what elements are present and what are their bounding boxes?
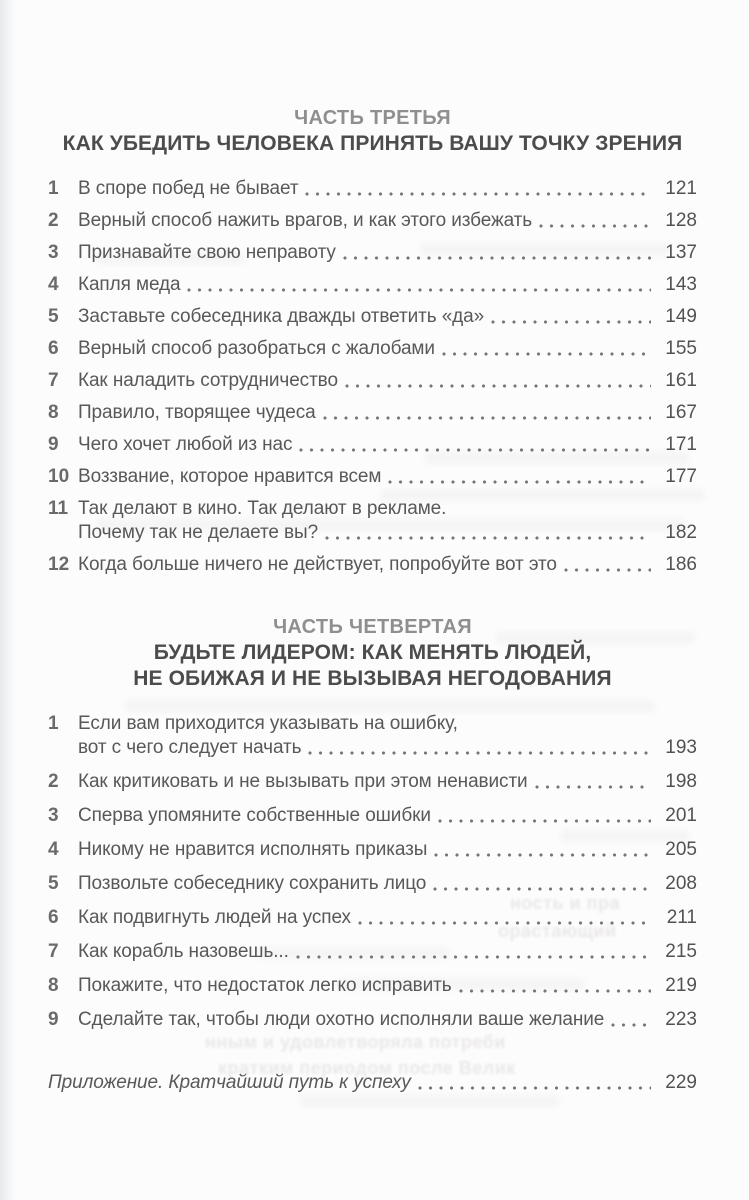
entry-page-number: 155 [665, 338, 697, 359]
entry-page-number: 219 [665, 975, 697, 996]
ghost-fragment: орастающий [498, 921, 617, 941]
dot-leader [345, 369, 651, 393]
toc-entry [48, 906, 697, 930]
entry-number: 12 [48, 554, 70, 575]
dot-leader [323, 401, 651, 425]
appendix-page-number: 229 [665, 1072, 697, 1093]
entry-page-number: 137 [665, 242, 697, 263]
entry-number: 5 [48, 306, 59, 327]
entry-page-number: 149 [665, 306, 697, 327]
entry-title: В споре побед не бывает [78, 178, 299, 199]
toc-entry [48, 712, 697, 760]
entry-title: Воззвание, которое нравится всем [78, 466, 382, 487]
toc-entry [48, 241, 697, 265]
ghost-fragment: нным и удовлетворяла потреби [205, 1032, 506, 1052]
part-label: ЧАСТЬ ТРЕТЬЯ [294, 107, 451, 129]
dot-leader [308, 736, 651, 760]
entry-page-number: 182 [665, 522, 697, 543]
toc-entry [48, 804, 697, 828]
entry-title: Так делают в кино. Так делают в рекламе. [78, 498, 447, 519]
toc-entry [48, 838, 697, 862]
toc-entry [48, 369, 697, 393]
toc-entry [48, 497, 697, 545]
entry-title: Чего хочет любой из нас [78, 434, 293, 455]
entry-title: Как критиковать и не вызывать при этом ненависти [78, 771, 528, 792]
toc-entry [48, 974, 697, 998]
entry-title: Правило, творящее чудеса [78, 402, 316, 423]
toc-entry [48, 465, 697, 489]
entry-page-number: 167 [665, 402, 697, 423]
ghost-fragment: ность и пра [510, 893, 620, 913]
dot-leader [442, 337, 651, 361]
entry-page-number: 223 [665, 1009, 697, 1030]
appendix-row [48, 1071, 697, 1095]
entry-page-number: 143 [665, 274, 697, 295]
entry-page-number: 128 [665, 210, 697, 231]
entry-number: 7 [48, 941, 59, 962]
entry-page-number: 211 [666, 907, 697, 928]
entry-title: Как подвигнуть людей на успех [78, 907, 351, 928]
dot-leader [296, 940, 651, 964]
ghost-fragment: кратким периодом после Велик [218, 1058, 516, 1078]
entry-page-number: 161 [665, 370, 697, 391]
entry-number: 3 [48, 805, 59, 826]
toc-entry [48, 1008, 697, 1032]
entry-number: 9 [48, 434, 59, 455]
entry-title: Верный способ разобраться с жалобами [78, 338, 435, 359]
section-title [48, 640, 697, 692]
entry-title: Сперва упомяните собственные ошибки [78, 805, 431, 826]
entry-page-number: 121 [665, 178, 697, 199]
toc-entry [48, 940, 697, 964]
entry-title: Признавайте свою неправоту [78, 242, 336, 263]
section-title-line: БУДЬТЕ ЛИДЕРОМ: КАК МЕНЯТЬ ЛЮДЕЙ, [153, 641, 592, 664]
dot-leader [343, 241, 651, 265]
entry-number: 3 [48, 242, 59, 263]
entry-number: 4 [48, 839, 59, 860]
dot-leader [418, 1071, 651, 1095]
toc-entry [48, 872, 697, 896]
toc-entry [48, 401, 697, 425]
toc-entry [48, 553, 697, 577]
entry-page-number: 201 [665, 805, 697, 826]
dot-leader [358, 906, 651, 930]
dot-leader [388, 465, 651, 489]
entry-page-number: 205 [665, 839, 697, 860]
section-title-line: НЕ ОБИЖАЯ И НЕ ВЫЗЫВАЯ НЕГОДОВАНИЯ [133, 667, 612, 690]
entry-page-number: 186 [665, 554, 697, 575]
appendix-label: Приложение. [48, 1072, 164, 1093]
entry-title: Капля меда [78, 274, 181, 295]
entry-title: Заставьте собеседника дважды ответить «да» [78, 306, 485, 327]
toc-entry [48, 273, 697, 297]
entry-number: 8 [48, 975, 59, 996]
section-title [48, 131, 697, 157]
toc-entry [48, 305, 697, 329]
entry-title: вот с чего следует начать [78, 737, 302, 758]
entry-page-number: 193 [665, 737, 697, 758]
entry-title: Как наладить сотрудничество [78, 370, 338, 391]
dot-leader [459, 974, 651, 998]
dot-leader [535, 770, 651, 794]
dot-leader [611, 1008, 651, 1032]
dot-leader [491, 305, 651, 329]
ghost-stripe [300, 1095, 560, 1107]
entry-title: Если вам приходится указывать на ошибку, [78, 713, 458, 734]
dot-leader [434, 838, 651, 862]
entry-number: 7 [48, 370, 59, 391]
entry-number: 11 [48, 498, 69, 519]
toc-entry [48, 177, 697, 201]
entry-title: Верный способ нажить врагов, и как этого избежать [78, 210, 533, 231]
entry-number: 1 [48, 178, 59, 199]
dot-leader [299, 433, 651, 457]
entry-number: 2 [48, 210, 59, 231]
toc-entry [48, 433, 697, 457]
entry-number: 1 [48, 713, 59, 734]
entry-title: Никому не нравится исполнять приказы [78, 839, 428, 860]
entry-number: 9 [48, 1009, 59, 1030]
entry-title: Когда больше ничего не действует, попробуйте вот это [78, 554, 557, 575]
dot-leader [564, 553, 651, 577]
entry-number: 8 [48, 402, 59, 423]
entry-title: Позвольте собеседнику сохранить лицо [78, 873, 427, 894]
dot-leader [187, 273, 651, 297]
entry-page-number: 208 [665, 873, 697, 894]
entry-page-number: 215 [665, 941, 697, 962]
entry-page-number: 171 [665, 434, 697, 455]
entry-number: 5 [48, 873, 59, 894]
entry-title: Покажите, что недостаток легко исправить [78, 975, 452, 996]
toc-section [48, 615, 697, 1032]
toc-entry [48, 209, 697, 233]
dot-leader [438, 804, 651, 828]
toc-entry [48, 337, 697, 361]
toc-entry [48, 770, 697, 794]
entry-number: 6 [48, 907, 59, 928]
entry-page-number: 177 [665, 466, 697, 487]
entry-title: Как корабль назовешь... [78, 941, 289, 962]
entry-page-number: 198 [665, 771, 697, 792]
toc-section [48, 106, 697, 577]
entry-number: 10 [48, 466, 70, 487]
dot-leader [539, 209, 651, 233]
appendix-title: Кратчайший путь к успеху [168, 1072, 411, 1093]
dot-leader [325, 521, 651, 545]
part-label: ЧАСТЬ ЧЕТВЕРТАЯ [273, 616, 472, 638]
dot-leader [305, 177, 651, 201]
entry-number: 4 [48, 274, 59, 295]
toc-sections [48, 106, 697, 1032]
entry-number: 6 [48, 338, 59, 359]
section-title-line: КАК УБЕДИТЬ ЧЕЛОВЕКА ПРИНЯТЬ ВАШУ ТОЧКУ ЗРЕНИЯ [62, 132, 683, 155]
dot-leader [433, 872, 651, 896]
entry-title: Почему так не делаете вы? [78, 522, 319, 543]
entry-number: 2 [48, 771, 59, 792]
entry-title: Сделайте так, чтобы люди охотно исполняли ваше желание [78, 1009, 605, 1030]
